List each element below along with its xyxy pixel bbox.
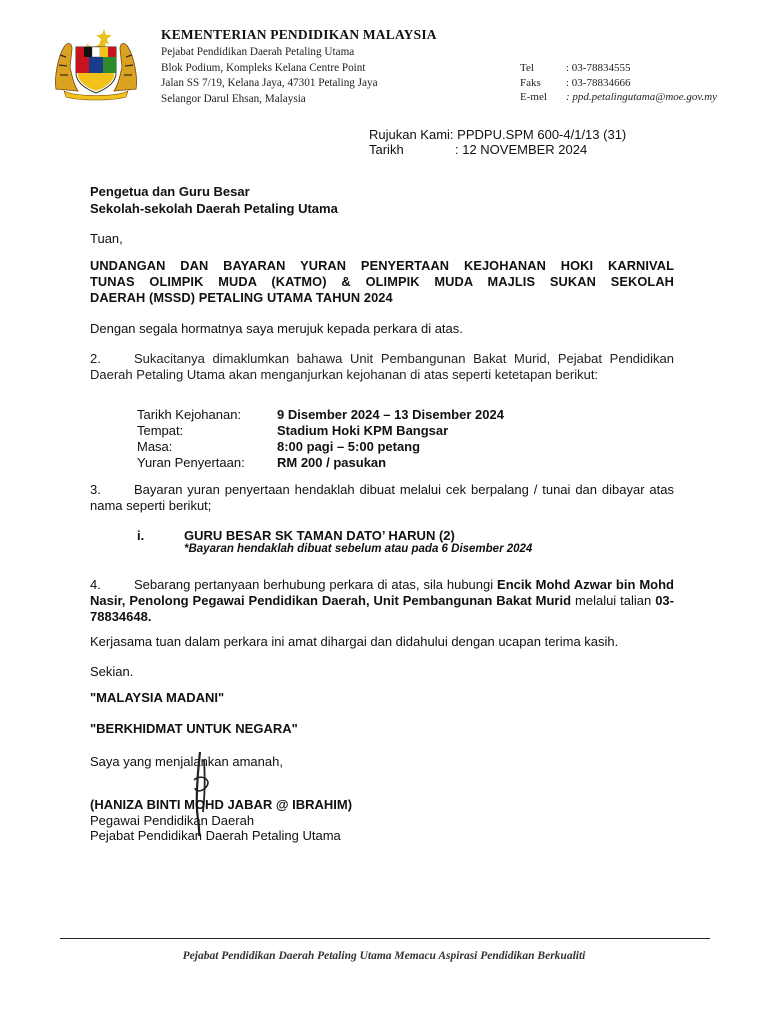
paragraph-4 — [90, 577, 674, 625]
ministry-name: KEMENTERIAN PENDIDIKAN MALAYSIA — [161, 27, 437, 42]
ref-label: Rujukan Kami: — [369, 127, 454, 142]
fax-label: Faks — [520, 76, 541, 89]
detail-value: Stadium Hoki KPM Bangsar — [277, 423, 449, 438]
fax-value: : 03-78834666 — [566, 76, 631, 89]
detail-label: Masa: — [137, 439, 173, 454]
coat-of-arms-icon — [52, 27, 140, 101]
address-line: Blok Podium, Kompleks Kelana Centre Point — [161, 61, 366, 74]
paragraph-6: Sekian. — [90, 664, 134, 679]
signer-title: Pegawai Pendidikan Daerah — [90, 812, 255, 828]
paragraph-text: Sukacitanya dimaklumkan bahawa Unit Pembangunan Bakat Murid, Pejabat Pendidikan Daerah Petaling Utama akan menganjurkan kejohanan di atas seperti ketetapan berikut: — [90, 351, 674, 382]
office-address — [161, 45, 378, 107]
ref-value: PPDPU.SPM 600-4/1/13 (31) — [457, 127, 627, 142]
detail-label: Yuran Penyertaan: — [137, 455, 245, 470]
letter-subject — [90, 258, 674, 306]
paragraph-text: Sebarang pertanyaan berhubung perkara di atas, sila hubungi — [134, 577, 498, 592]
footer-tagline: Pejabat Pendidikan Daerah Petaling Utama Memacu Aspirasi Pendidikan Berkualiti — [182, 950, 586, 962]
detail-value: 9 Disember 2024 – 13 Disember 2024 — [277, 407, 504, 422]
paragraph-number: 3. — [90, 482, 101, 497]
signer-name: (HANIZA BINTI MOHD JABAR @ IBRAHIM) — [90, 797, 353, 812]
contact-phone: 03-78834648. — [90, 593, 674, 624]
paragraph-2 — [90, 351, 674, 382]
payment-note: *Bayaran hendaklah dibuat sebelum atau pada 6 Disember 2024 — [184, 543, 533, 555]
tel-value: : 03-78834555 — [566, 62, 631, 74]
slogan-madani: "MALAYSIA MADANI" — [90, 690, 225, 705]
address-line: Jalan SS 7/19, Kelana Jaya, 47301 Petaling Jaya — [161, 77, 378, 89]
email-label: E-mel — [520, 91, 547, 103]
detail-value: 8:00 pagi – 5:00 petang — [277, 439, 421, 454]
paragraph-5: Kerjasama tuan dalam perkara ini amat dihargai dan didahului dengan ucapan terima kasih. — [90, 634, 619, 649]
detail-row — [137, 455, 504, 471]
paragraph-1: Dengan segala hormatnya saya merujuk kepada perkara di atas. — [90, 321, 463, 336]
subject-line: DAERAH (MSSD) PETALING UTAMA TAHUN 2024 — [90, 290, 393, 305]
signer-block — [90, 797, 352, 844]
reference-block — [369, 127, 626, 157]
salutation: Tuan, — [90, 231, 123, 246]
date-label: Tarikh — [369, 142, 404, 157]
detail-row — [137, 407, 504, 423]
paragraph-number: 2. — [90, 351, 101, 366]
detail-label: Tarikh Kejohanan: — [137, 407, 242, 422]
detail-label: Tempat: — [137, 423, 184, 438]
subject-line: UNDANGAN DAN BAYARAN YURAN PENYERTAAN KEJOHANAN HOKI KARNIVAL — [90, 258, 674, 273]
date-value: : 12 NOVEMBER 2024 — [455, 142, 588, 157]
paragraph-text: Bayaran yuran penyertaan hendaklah dibuat melalui cek berpalang / tunai dan dibayar atas nama seperti berikut; — [90, 482, 674, 513]
detail-row — [137, 439, 504, 455]
footer-divider — [60, 938, 710, 939]
closing-line: Saya yang menjalankan amanah, — [90, 754, 283, 769]
detail-row — [137, 423, 504, 439]
tel-label: Tel — [520, 62, 534, 74]
subject-line: TUNAS OLIMPIK MUDA (KATMO) & OLIMPIK MUDA MAJLIS SUKAN SEKOLAH — [90, 274, 674, 289]
paragraph-text: melalui talian — [571, 593, 656, 608]
slogan-berkhidmat: "BERKHIDMAT UNTUK NEGARA" — [90, 721, 298, 736]
item-number: i. — [137, 528, 145, 543]
email-value: : ppd.petalingutama@moe.gov.my — [566, 91, 718, 103]
event-details — [137, 407, 504, 471]
detail-value: RM 200 / pasukan — [277, 455, 387, 470]
contact-person: Encik Mohd Azwar bin Mohd Nasir, Penolong Pegawai Pendidikan Daerah, Unit Pembangunan Bakat Murid — [90, 577, 674, 608]
signer-office: Pejabat Pendidikan Daerah Petaling Utama — [90, 828, 341, 843]
contact-block — [520, 61, 717, 105]
payee-name: GURU BESAR SK TAMAN DATO’ HARUN (2) — [184, 528, 455, 543]
recipient-line: Pengetua dan Guru Besar — [90, 184, 250, 199]
address-line: Pejabat Pendidikan Daerah Petaling Utama — [161, 46, 355, 58]
paragraph-3 — [90, 482, 674, 514]
payee-item — [137, 528, 455, 543]
address-line: Selangor Darul Ehsan, Malaysia — [161, 92, 306, 105]
recipient-line: Sekolah-sekolah Daerah Petaling Utama — [90, 201, 338, 216]
paragraph-number: 4. — [90, 577, 101, 592]
recipient-block — [90, 183, 338, 217]
